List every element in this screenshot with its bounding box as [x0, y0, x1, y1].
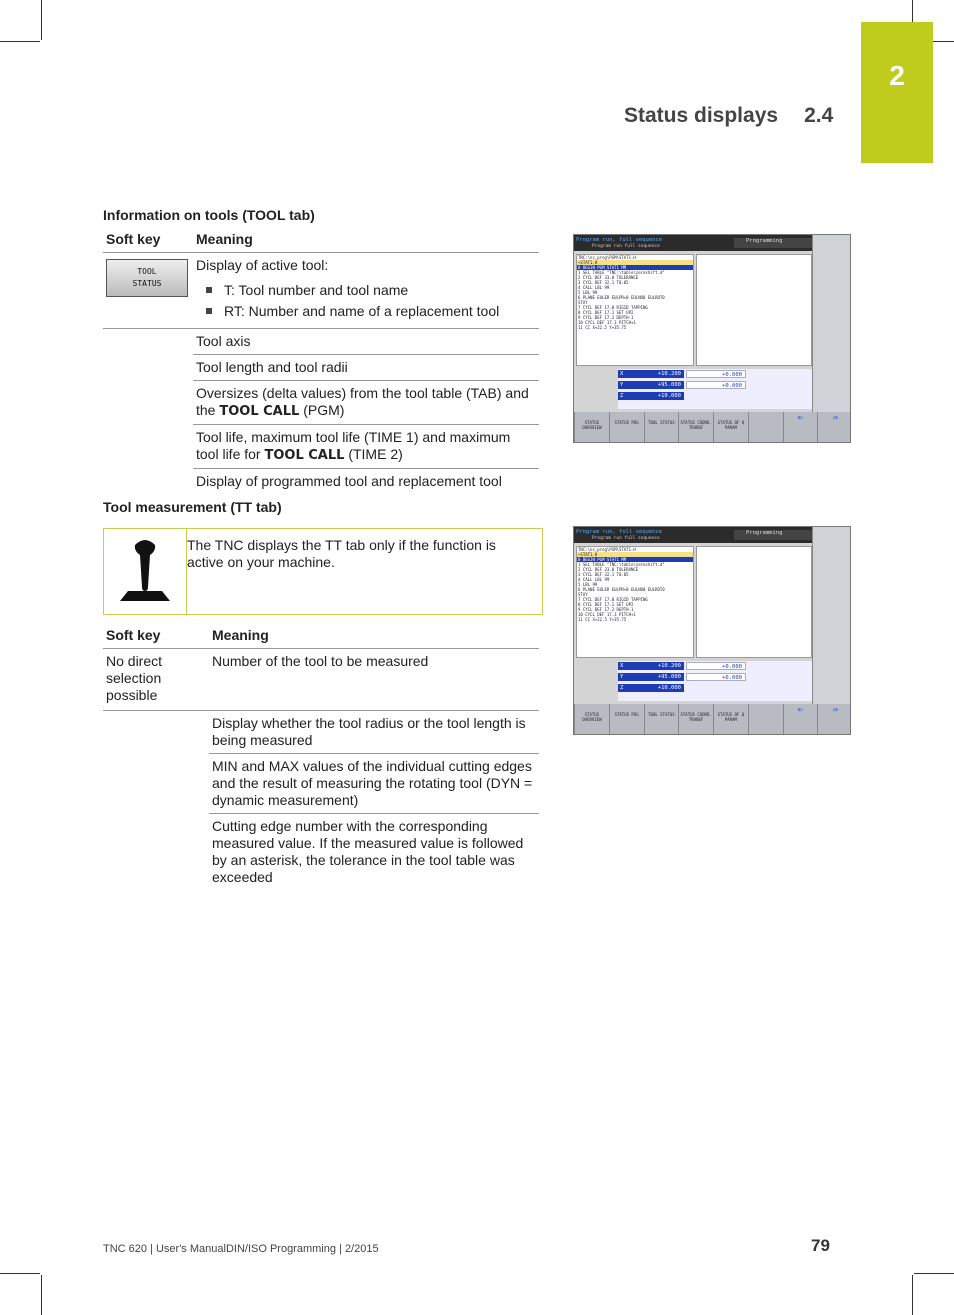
- program-line: 3 CYCL DEF 32.1 T0.05: [578, 280, 629, 285]
- softkey-status-overview[interactable]: STATUS OVERVIEW: [574, 412, 609, 442]
- crop-mark: [914, 1273, 954, 1274]
- mode-title: Program run, full sequence: [576, 529, 663, 535]
- softkey-cell: [103, 711, 209, 754]
- softkey-coord-transf[interactable]: STATUS COORD. TRANSF: [678, 704, 713, 734]
- program-line: 11 CC X+22.5 Y+35.75: [578, 617, 627, 622]
- program-line: 9 CYCL DEF 17.2 DEPTH-1: [578, 315, 634, 320]
- section-number: 2.4: [804, 104, 834, 127]
- program-line: 11 CC X+22.5 Y+35.75: [578, 325, 627, 330]
- axis-x-row: X +10.200: [618, 662, 684, 670]
- mode-subtitle: Program run full sequence: [592, 244, 660, 249]
- list-item: [196, 303, 534, 320]
- meaning-text: (TIME 2): [344, 446, 403, 462]
- chapter-number: 2: [889, 60, 905, 91]
- side-panel: [812, 527, 850, 705]
- bullet-icon: [206, 308, 212, 314]
- softkey-cell: [103, 381, 193, 425]
- table-row: [103, 814, 539, 891]
- page-number: 79: [811, 1236, 830, 1255]
- softkey-empty[interactable]: [748, 704, 783, 734]
- footer-text: TNC 620 | User's ManualDIN/ISO Programming | 2/2015: [103, 1243, 379, 1255]
- note-text: The TNC displays the TT tab only if the function is active on your machine.: [187, 537, 496, 570]
- table-row: [103, 469, 539, 495]
- softkey-column-header: Soft key: [103, 228, 193, 253]
- mode-bar: [574, 235, 812, 251]
- program-line: 4 CALL LBL 99: [578, 577, 610, 582]
- list-item-text: T: Tool number and tool name: [224, 282, 409, 298]
- program-line: 5 LBL 99: [578, 582, 598, 587]
- tt-tab-screenshot: [573, 526, 851, 735]
- program-window: [576, 546, 694, 658]
- softkey-label-line1: TOOL: [137, 267, 157, 276]
- file-path: TNC:\nc_prog\PGM\STAT1.H: [578, 255, 636, 260]
- status-window: [696, 254, 812, 366]
- program-line: 7 CYCL DEF 17.0 RIGID TAPPING: [578, 597, 648, 602]
- program-line: 6 PLANE EULER EULPR+0 EULNU0 EULROT0: [578, 295, 665, 300]
- softkey-column-header: Soft key: [103, 624, 209, 649]
- axis-y-row: Y +95.000: [618, 381, 684, 389]
- softkey-cell: [103, 754, 209, 814]
- program-line: 1 SEL TABLE "TNC:\table\zeroshift.d": [578, 562, 665, 567]
- chapter-tab: [861, 22, 933, 163]
- list-item-text: RT: Number and name of a replacement tool: [224, 303, 500, 319]
- table-row: [103, 711, 539, 754]
- softkey-cell: [103, 355, 193, 381]
- axis-y-row: Y +95.000: [618, 673, 684, 681]
- softkey-bar: [574, 412, 851, 442]
- program-line: STAY: [578, 592, 588, 597]
- list-item: [196, 282, 534, 299]
- status-window: [696, 546, 812, 658]
- meaning-cell: MIN and MAX values of the individual cutting edges and the result of measuring the rotating tool (DYN = dynamic measurement): [209, 754, 539, 814]
- note-box: [103, 528, 543, 615]
- meaning-column-header: Meaning: [193, 228, 539, 253]
- keyword: TOOL CALL: [264, 448, 345, 463]
- crop-mark: [0, 41, 40, 42]
- position-display: [618, 661, 812, 701]
- mode-subtitle: Program run full sequence: [592, 536, 660, 541]
- program-line: 8 CYCL DEF 17.1 SET UP2: [578, 602, 634, 607]
- tt-tab-table: [103, 624, 539, 890]
- softkey-cell: [103, 329, 193, 355]
- program-line: STAY: [578, 300, 588, 305]
- softkey-cell: No direct selection possible: [103, 649, 209, 711]
- program-line: 2 CYCL DEF 33.0 TOLERANCE: [578, 275, 639, 280]
- table-row: [103, 329, 539, 355]
- table-row: [103, 649, 539, 711]
- program-line: 0 BEGIN PGM STAT1 MM: [577, 557, 693, 562]
- table-row: [103, 253, 539, 329]
- meaning-column-header: Meaning: [209, 624, 539, 649]
- programming-mode: Programming: [734, 530, 812, 540]
- note-icon: [104, 529, 187, 614]
- softkey-cell: [103, 253, 193, 329]
- program-line: 9 CYCL DEF 17.2 DEPTH-1: [578, 607, 634, 612]
- crop-mark: [41, 0, 42, 40]
- softkey-tool-status[interactable]: TOOL STATUS: [644, 704, 679, 734]
- program-line: 1 SEL TABLE "TNC:\table\zeroshift.d": [578, 270, 665, 275]
- section-title: Status displays: [624, 104, 779, 127]
- crop-mark: [912, 1275, 913, 1315]
- table-row: [103, 425, 539, 469]
- program-line: 4 CALL LBL 99: [578, 285, 610, 290]
- program-line: 10 CYCL DEF 17.3 PITCH+1: [578, 320, 636, 325]
- softkey-q-param[interactable]: STATUS OF Q PARAM: [713, 704, 748, 734]
- softkey-label-line2: STATUS: [132, 279, 162, 288]
- table-row: [103, 381, 539, 425]
- meaning-cell: [193, 253, 539, 329]
- axis-b-value: +0.000: [686, 662, 746, 670]
- tool-tab-table: [103, 228, 539, 494]
- meaning-cell: Display whether the tool radius or the tool length is being measured: [209, 711, 539, 754]
- meaning-text: Oversizes (delta values) from the tool table (TAB) and the: [196, 385, 529, 418]
- program-line: 3 CYCL DEF 32.1 T0.05: [578, 572, 629, 577]
- axis-z-row: Z +10.000: [618, 392, 684, 400]
- softkey-coord-transf[interactable]: STATUS COORD. TRANSF: [678, 412, 713, 442]
- meaning-cell: Number of the tool to be measured: [209, 649, 539, 711]
- axis-b-value: +0.000: [686, 370, 746, 378]
- axis-c-value: +0.000: [686, 381, 746, 389]
- position-display: [618, 369, 812, 409]
- meaning-text: Display of active tool:: [196, 257, 329, 273]
- softkey-empty[interactable]: [748, 412, 783, 442]
- tool-tab-heading: Information on tools (TOOL tab): [103, 207, 315, 223]
- program-window: [576, 254, 694, 366]
- softkey-bar: [574, 704, 851, 734]
- program-line: 5 LBL 99: [578, 290, 598, 295]
- meaning-text: (PGM): [299, 402, 345, 418]
- softkey-q-param[interactable]: STATUS OF Q PARAM: [713, 412, 748, 442]
- program-line: 7 CYCL DEF 17.0 RIGID TAPPING: [578, 305, 648, 310]
- table-row: [103, 355, 539, 381]
- meaning-cell: [193, 381, 539, 425]
- softkey-cell: [103, 469, 193, 495]
- softkey-status-pos[interactable]: STATUS POS: [609, 704, 644, 734]
- program-line: 8 CYCL DEF 17.1 SET UP2: [578, 310, 634, 315]
- program-line: 10 CYCL DEF 17.3 PITCH+1: [578, 612, 636, 617]
- mode-title: Program run, full sequence: [576, 237, 663, 243]
- meaning-cell: Display of programmed tool and replacement tool: [196, 473, 502, 489]
- arrow-left-icon[interactable]: ⇐: [783, 412, 818, 442]
- softkey-status-pos[interactable]: STATUS POS: [609, 412, 644, 442]
- axis-z-row: Z +10.000: [618, 684, 684, 692]
- softkey-cell: [103, 814, 209, 891]
- mode-bar: [574, 527, 812, 543]
- meaning-cell: Cutting edge number with the corresponding measured value. If the measured value is followed by an asterisk, the tolerance in the tool table was exceeded: [212, 818, 524, 885]
- arrow-right-icon[interactable]: ⇒: [817, 412, 851, 442]
- meaning-text: Tool life, maximum tool life (TIME 1) and maximum tool life for: [196, 429, 511, 462]
- table-header-row: [103, 624, 539, 649]
- program-line: 6 PLANE EULER EULPR+0 EULNU0 EULROT0: [578, 587, 665, 592]
- tool-status-softkey: [106, 259, 188, 297]
- meaning-cell: [193, 425, 539, 469]
- keyword: TOOL CALL: [219, 404, 300, 419]
- bullet-icon: [206, 287, 212, 293]
- program-line: 0 BEGIN PGM STAT1 MM: [577, 265, 693, 270]
- arrow-right-icon[interactable]: ⇒: [817, 704, 851, 734]
- program-line: →STAT1.H: [577, 552, 693, 557]
- program-line: →STAT1.H: [577, 260, 693, 265]
- axis-x-row: X +10.200: [618, 370, 684, 378]
- softkey-status-overview[interactable]: STATUS OVERVIEW: [574, 704, 609, 734]
- meaning-cell: Tool length and tool radii: [193, 355, 539, 381]
- table-row: [103, 754, 539, 814]
- programming-mode: Programming: [734, 238, 812, 248]
- side-panel: [812, 235, 850, 413]
- arrow-left-icon[interactable]: ⇐: [783, 704, 818, 734]
- tt-tab-heading: Tool measurement (TT tab): [103, 499, 282, 515]
- meaning-cell: Tool axis: [193, 329, 539, 355]
- file-path: TNC:\nc_prog\PGM\STAT1.H: [578, 547, 636, 552]
- program-line: 2 CYCL DEF 33.0 TOLERANCE: [578, 567, 639, 572]
- softkey-tool-status[interactable]: TOOL STATUS: [644, 412, 679, 442]
- axis-c-value: +0.000: [686, 673, 746, 681]
- touch-probe-icon: [104, 529, 187, 614]
- tool-tab-screenshot: [573, 234, 851, 443]
- softkey-cell: [103, 425, 193, 469]
- table-header-row: [103, 228, 539, 253]
- crop-mark: [41, 1275, 42, 1315]
- page-header: [624, 104, 833, 128]
- crop-mark: [0, 1273, 40, 1274]
